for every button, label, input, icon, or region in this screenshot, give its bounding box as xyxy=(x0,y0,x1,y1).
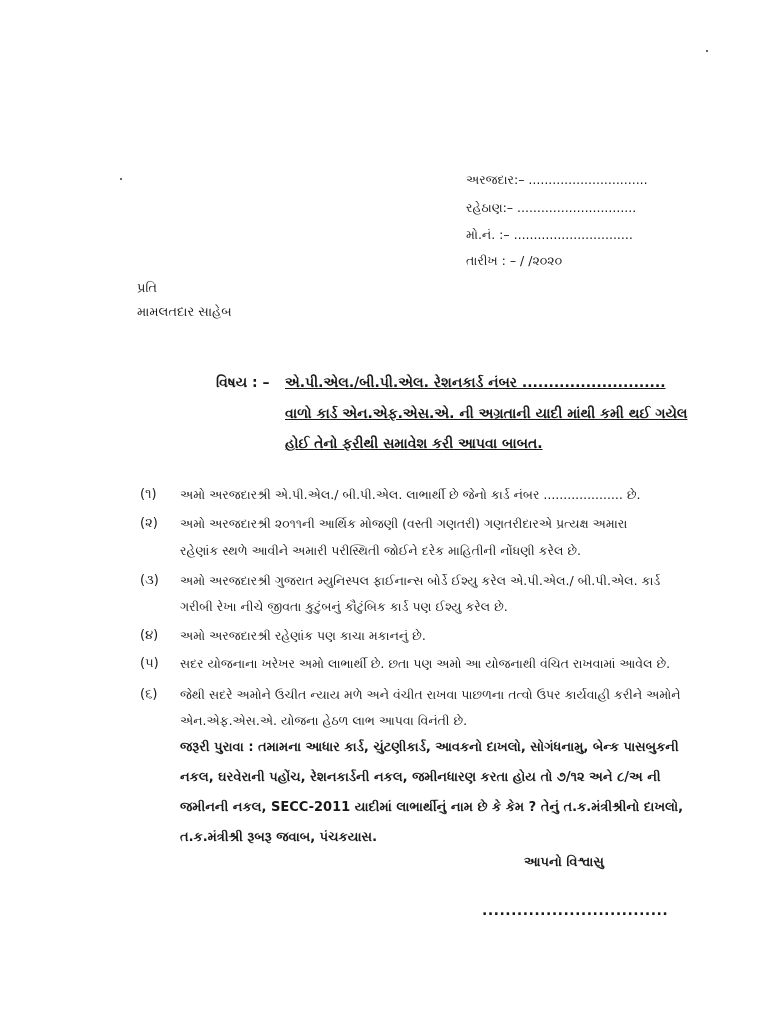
point-text: એન.એફ.એસ.એ. યોજના હેઠળ લાભ આપવા વિનંતી છે. xyxy=(180,713,468,728)
point-number: (૫) xyxy=(140,656,159,671)
scan-speck xyxy=(706,50,708,52)
recipient-name: મામલતદાર સાહેબ xyxy=(137,305,232,320)
applicant-field: અરજદાર:– .............................. xyxy=(466,172,648,187)
point-text: અમો અરજદારશ્રી ૨૦૧૧ની આર્થિક મોજણી (વસ્તી ગણતરી) ગણતરીદારએ પ્રત્યક્ષ અમારા xyxy=(180,516,628,531)
signature-line: ................................ xyxy=(482,903,669,919)
mobile-field: મો.નં. :– .............................. xyxy=(466,227,633,242)
residence-field: રહેઠાણ:– .............................. xyxy=(466,200,637,215)
documents-line-1: જરૂરી પુરાવા : તમામના આધાર કાર્ડ, ચુંટણીકાર્ડ, આવકનો દાખલો, સોગંધનામુ, બેન્ક પાસબુકની xyxy=(180,740,679,755)
documents-line-2: નકલ, ઘરવેરાની પહોંચ, રેશનકાર્ડની નકલ, જમીનધારણ કરતા હોય તો ૭/૧૨ અને ૮/અ ની xyxy=(180,770,661,785)
point-number: (૬) xyxy=(140,687,158,702)
point-number: (૧) xyxy=(140,487,157,502)
closing-yours: આપનો વિશ્વાસુ xyxy=(524,855,604,870)
documents-line-4: ત.ક.મંત્રીશ્રી રૂબરૂ જવાબ, પંચકયાસ. xyxy=(180,830,378,845)
documents-line-3: જમીનની નકલ, SECC-2011 યાદીમાં લાભાર્થીનું નામ છે કે કેમ ? તેનું ત.ક.મંત્રીશ્રીનો દાખલો, xyxy=(180,800,684,815)
point-text: ગરીબી રેખા નીચે જીવતા કુટુંબનું કૌટુંબિક કાર્ડ પણ ઈશ્યુ કરેલ છે. xyxy=(180,599,508,614)
point-number: (૩) xyxy=(140,573,159,588)
subject-line-2: વાળો કાર્ડ એન.એફ.એસ.એ. ની અગ્રતાની યાદી માંથી કમી થઈ ગયેલ xyxy=(285,406,688,422)
point-text: અમો અરજદારશ્રી રહેણાંક પણ કાચા મકાનનું છે. xyxy=(180,628,426,643)
point-text: સદર યોજનાના ખરેખર અમો લાભાર્થી છે. છતા પણ અમો આ યોજનાથી વંચિત રાખવામાં આવેલ છે. xyxy=(180,656,671,671)
recipient-prati: પ્રતિ xyxy=(137,281,157,296)
scan-speck xyxy=(120,178,122,180)
point-text: અમો અરજદારશ્રી ગુજરાત મ્યુનિસ્પલ ફાઈનાન્સ બોર્ડે ઈશ્યુ કરેલ એ.પી.એલ./ બી.પી.એલ. કાર્ડ xyxy=(180,573,661,588)
point-text: રહેણાંક સ્થળે આવીને અમારી પરીસ્થિતી જોઈને દરેક માહિતીની નોંધણી કરેલ છે. xyxy=(180,543,582,558)
subject-label: વિષય : – xyxy=(216,375,270,391)
date-field: તારીખ : – / /૨૦૨૦ xyxy=(466,253,563,268)
subject-line-1: એ.પી.એલ./બી.પી.એલ. રેશનકાર્ડ નંબર ........................... xyxy=(285,375,666,391)
point-text: જેથી સદરે અમોને ઉચીત ન્યાય મળે અને વંચીત રાખવા પાછળના તત્વો ઉપર કાર્યવાહી કરીને અમોને xyxy=(180,687,681,702)
subject-line-3: હોઈ તેનો ફરીથી સમાવેશ કરી આપવા બાબત. xyxy=(285,436,543,452)
point-number: (૪) xyxy=(140,628,159,643)
point-number: (૨) xyxy=(140,516,158,531)
point-text: અમો અરજદારશ્રી એ.પી.એલ./ બી.પી.એલ. લાભાર્થી છે જેનો કાર્ડ નંબર .................... છે. xyxy=(180,487,641,502)
